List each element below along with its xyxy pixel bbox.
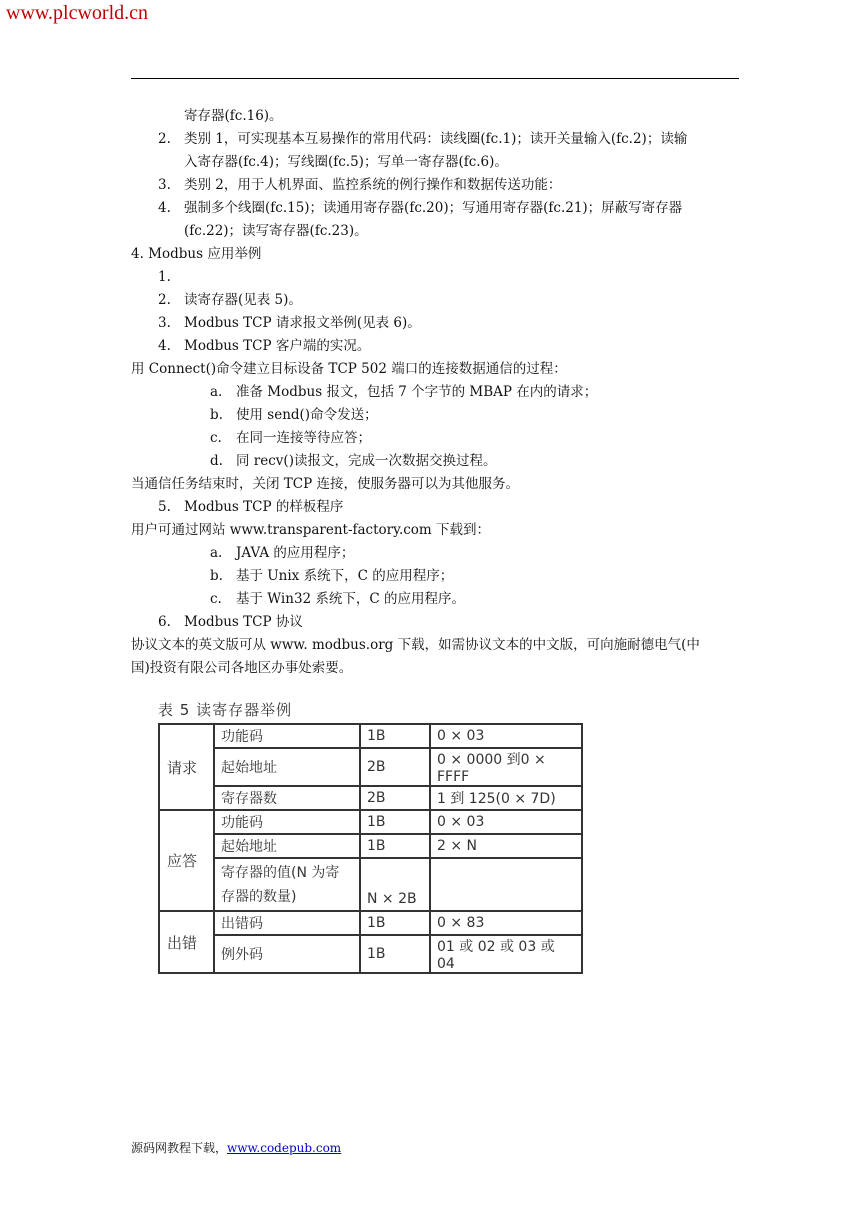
cell-name: 功能码 [214,724,360,748]
list-letter: b. [210,407,223,423]
text-line: JAVA 的应用程序； [236,545,355,561]
text-line: 准备 Modbus 报文，包括 7 个字节的 MBAP 在内的请求； [236,384,598,400]
text-line: 强制多个线圈(fc.15)；读通用寄存器(fc.20)；写通用寄存器(fc.21)；屏蔽写寄存器 [184,200,683,216]
list-number: 3. [158,315,171,331]
cell-name: 寄存器的值(N 为寄存器的数量) [214,858,360,911]
footer-text: 源码网教程下载， [131,1141,228,1155]
text-line: 读寄存器(见表 5)。 [184,292,302,308]
text-line: 在同一连接等待应答； [236,430,371,446]
cell-name: 出错码 [214,911,360,935]
text-line: 基于 Unix 系统下，C 的应用程序； [236,568,454,584]
cell-length: 2B [360,786,430,810]
cell-length: N × 2B [360,858,430,911]
list-number: 2. [158,131,171,147]
paragraph: 当通信任务结束时，关闭 TCP 连接，使服务器可以为其他服务。 [131,476,519,492]
cell-length: 1B [360,834,430,858]
list-number: 1. [158,269,171,285]
paragraph: 用户可通过网站 www.transparent-factory.com 下载到： [131,522,491,538]
table-row [159,911,582,935]
text-line: 使用 send()命令发送； [236,407,378,423]
table-row [159,935,582,973]
cell-value: 1 到 125(0 × 7D) [430,786,582,810]
table-row [159,834,582,858]
list-letter: a. [210,384,223,400]
list-letter: c. [210,430,222,446]
text-line: (fc.22)；读写寄存器(fc.23)。 [184,223,368,239]
text-line: 寄存器(fc.16)。 [184,108,283,124]
read-register-table [158,723,583,974]
text-line: 基于 Win32 系统下，C 的应用程序。 [236,591,466,607]
header-rule [131,78,739,79]
footer [131,1139,341,1156]
group-error: 出错 [159,911,214,973]
list-number: 4. [158,200,171,216]
list-number: 6. [158,614,171,630]
cell-value [430,858,582,911]
cell-name: 功能码 [214,810,360,834]
table-row [159,786,582,810]
list-letter: d. [210,453,223,469]
cell-name: 起始地址 [214,748,360,786]
text-line: 类别 1，可实现基本互易操作的常用代码：读线圈(fc.1)；读开关量输入(fc.2)；读输 [184,131,688,147]
cell-value: 0 × 83 [430,911,582,935]
text-line: Modbus TCP 的样板程序 [184,499,344,515]
cell-name: 起始地址 [214,834,360,858]
cell-length: 1B [360,911,430,935]
table-row [159,858,582,911]
cell-value: 0 × 0000 到0 × FFFF [430,748,582,786]
cell-length: 2B [360,748,430,786]
cell-length: 1B [360,810,430,834]
text-line: 类别 2，用于人机界面、监控系统的例行操作和数据传送功能： [184,177,562,193]
paragraph: 国)投资有限公司各地区办事处索要。 [131,660,353,676]
list-letter: b. [210,568,223,584]
cell-name: 寄存器数 [214,786,360,810]
footer-link[interactable]: www.codepub.com [227,1141,342,1155]
cell-value: 0 × 03 [430,810,582,834]
list-number: 4. [158,338,171,354]
cell-name: 例外码 [214,935,360,973]
table-row [159,748,582,786]
cell-value: 2 × N [430,834,582,858]
list-number: 5. [158,499,171,515]
text-line: 入寄存器(fc.4)；写线圈(fc.5)；写单一寄存器(fc.6)。 [184,154,508,170]
group-response: 应答 [159,810,214,911]
group-request: 请求 [159,724,214,810]
section-heading: 4. Modbus 应用举例 [131,246,262,262]
table-row [159,724,582,748]
cell-value: 01 或 02 或 03 或 04 [430,935,582,973]
table-row [159,810,582,834]
paragraph: 用 Connect()命令建立目标设备 TCP 502 端口的连接数据通信的过程： [131,361,567,377]
text-line: Modbus TCP 客户端的实况。 [184,338,371,354]
text-line: Modbus TCP 请求报文举例(见表 6)。 [184,315,421,331]
text-line: 同 recv()读报文，完成一次数据交换过程。 [236,453,497,469]
list-letter: a. [210,545,223,561]
list-number: 3. [158,177,171,193]
paragraph: 协议文本的英文版可从 www. modbus.org 下载，如需协议文本的中文版，可向施耐德电气(中 [131,637,700,653]
list-number: 2. [158,292,171,308]
watermark-link[interactable]: www.plcworld.cn [6,2,149,24]
list-letter: c. [210,591,222,607]
table-caption: 表 5 读寄存器举例 [158,701,293,719]
cell-length: 1B [360,935,430,973]
cell-value: 0 × 03 [430,724,582,748]
text-line: Modbus TCP 协议 [184,614,303,630]
cell-length: 1B [360,724,430,748]
